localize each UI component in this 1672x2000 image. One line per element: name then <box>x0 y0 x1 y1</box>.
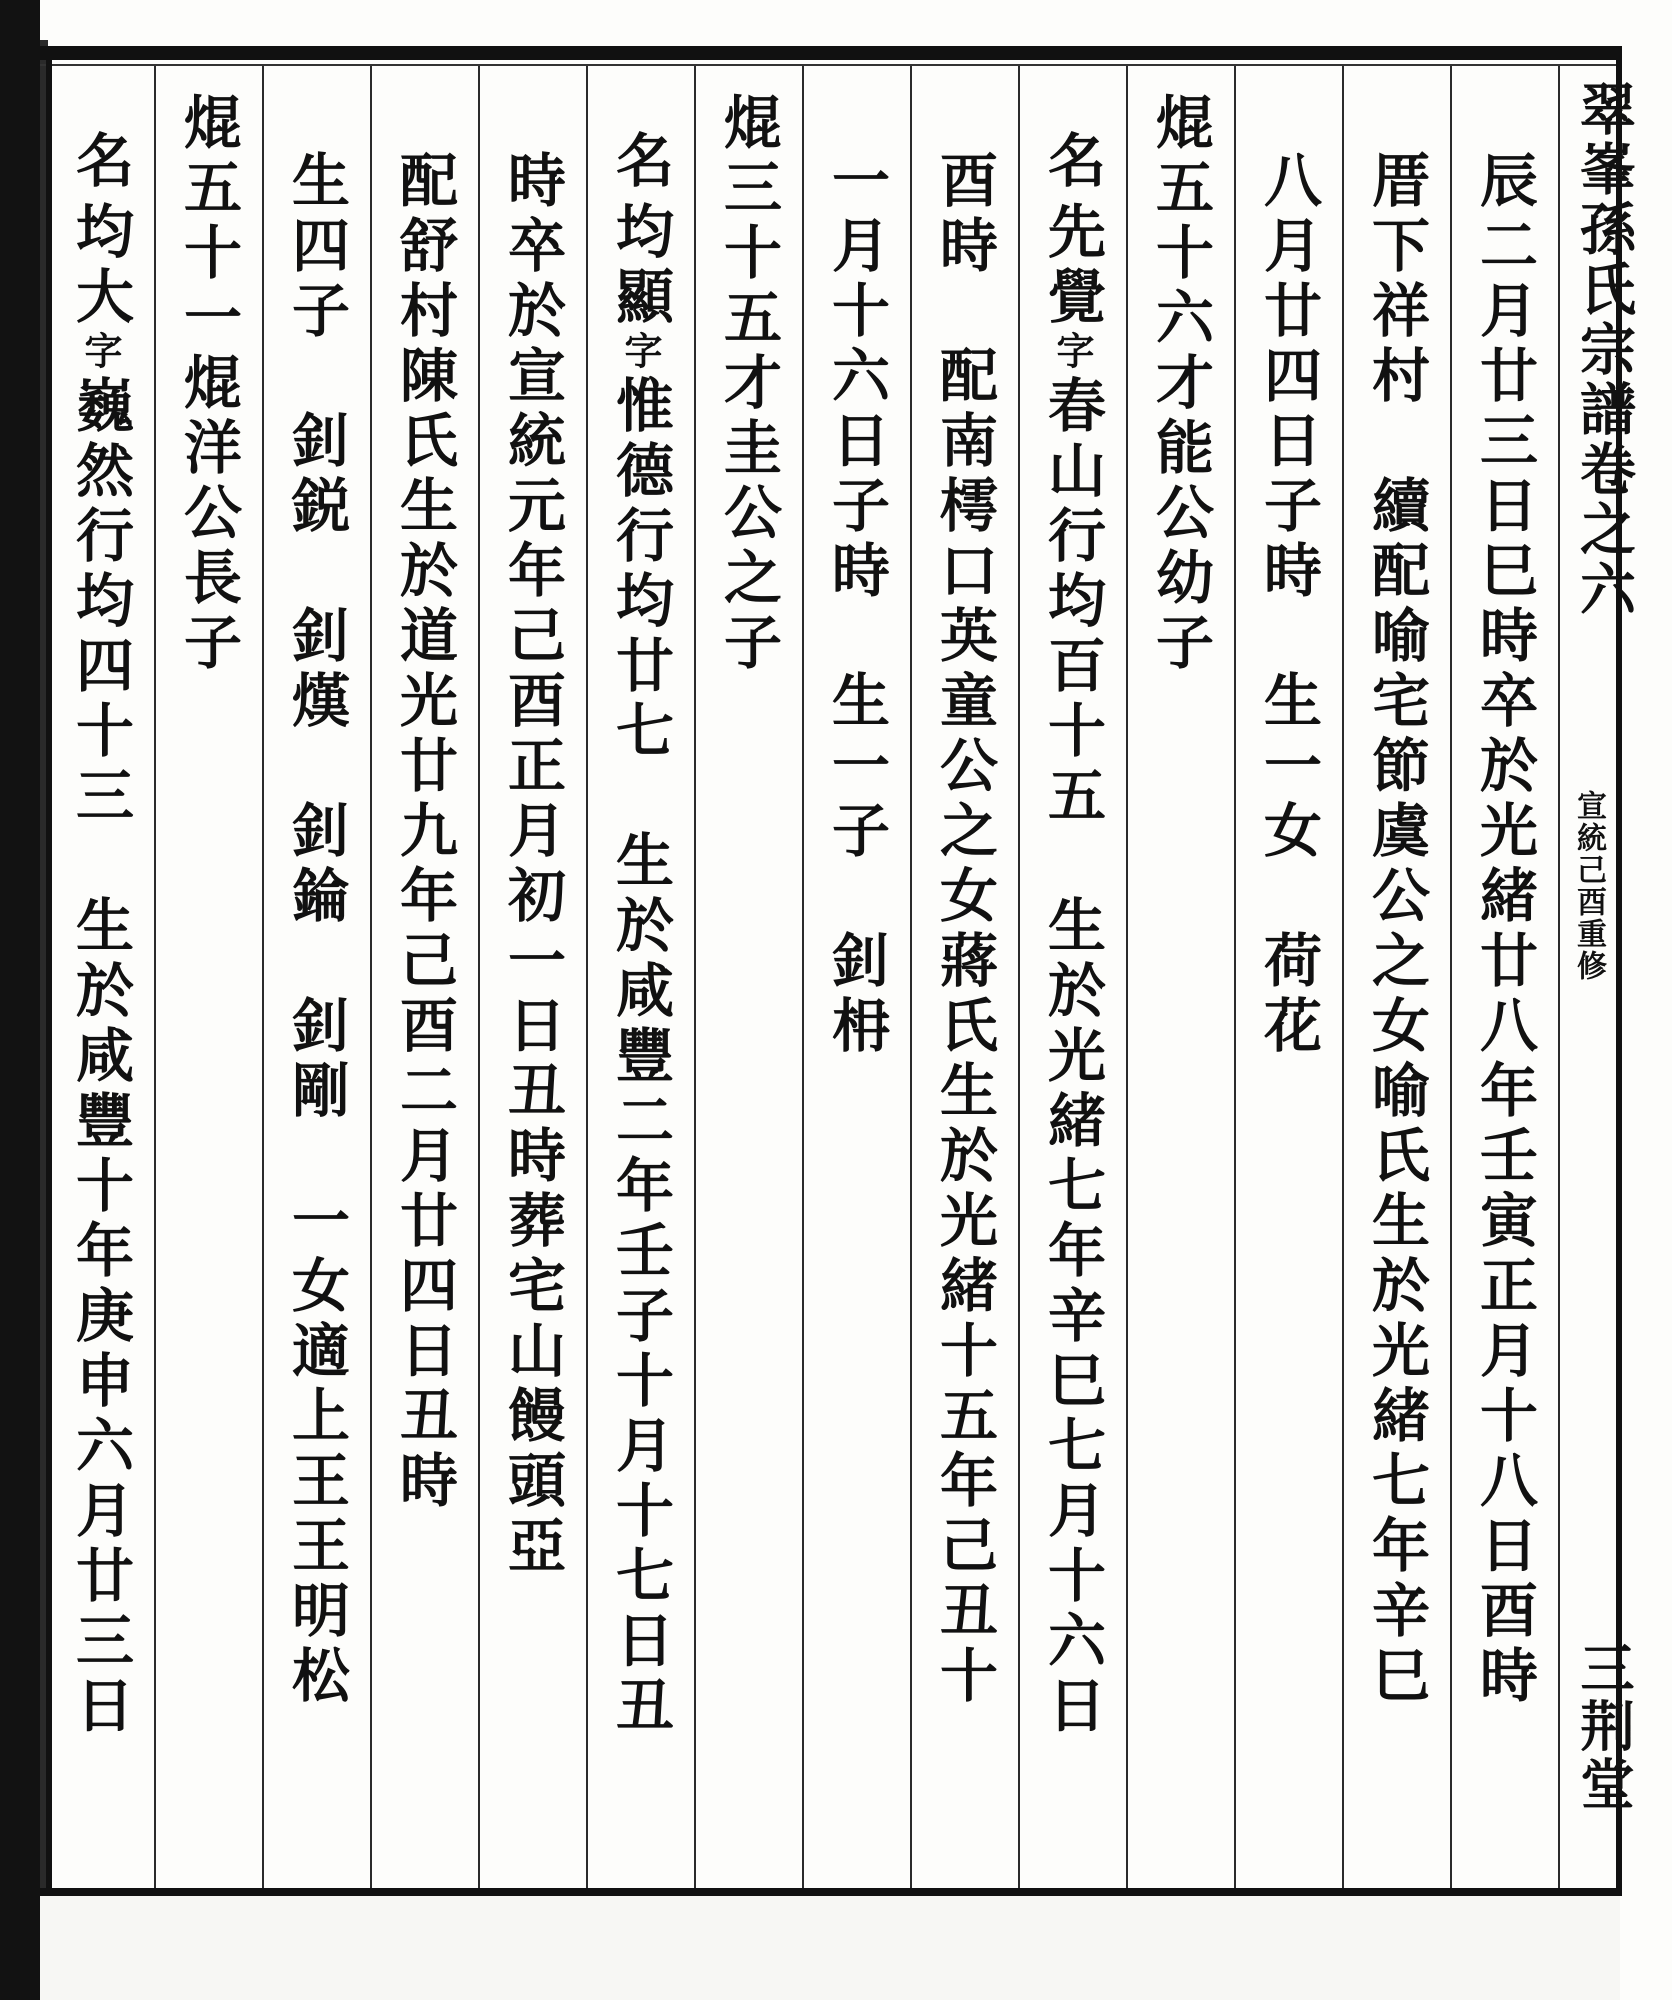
column-rule <box>1558 66 1560 1888</box>
column-text: 焜五十一焜洋公長子 <box>174 92 242 677</box>
page-bottom-margin <box>40 1896 1620 2000</box>
column-text: 均大 <box>66 201 134 331</box>
column-text: 焜三十五才圭公之子 <box>714 92 782 677</box>
column-text: 春山行均百十五 生於光緒七年辛巳七月十六日 <box>1038 375 1106 1740</box>
column-text: 焜五十六才能公幼子 <box>1146 92 1214 677</box>
frame-top-border <box>40 46 1620 60</box>
column-text: 厝下祥村 續配喻宅節虞公之女喻氏生於光緒七年辛巳 <box>1362 150 1430 1710</box>
column-text: 一月十六日子時 生一子 釗枏 <box>822 150 890 1060</box>
column-rule <box>154 66 156 1888</box>
column-text: 八月廿四日子時 生一女 荷花 <box>1254 150 1322 1060</box>
column-rule <box>1450 66 1452 1888</box>
column-text: 配舒村陳氏生於道光廿九年己酉二月廿四日丑時 <box>390 150 458 1515</box>
column-rule <box>1126 66 1128 1888</box>
column-rule <box>586 66 588 1888</box>
column-text: 巍然行均四十三 生於咸豐十年庚申六月廿三日 <box>66 375 134 1740</box>
frame-left-border <box>46 46 52 1896</box>
column-text: 酉時 配南樗口英童公之女蔣氏生於光緒十五年己丑十 <box>930 150 998 1710</box>
column-rule <box>910 66 912 1888</box>
column-text: 辰二月廿三日巳時卒於光緒廿八年壬寅正月十八日酉時 <box>1470 150 1538 1710</box>
repair-note: 宣統己酉重修 <box>1571 790 1606 982</box>
column-text: 字 <box>78 331 123 369</box>
frame-bottom-border <box>40 1888 1620 1896</box>
column-rule <box>1342 66 1344 1888</box>
column-rule <box>694 66 696 1888</box>
column-rule <box>370 66 372 1888</box>
column-text: 生四子 釗鋭 釗熯 釗錀 釗剛 一女適上王王明松 <box>282 150 350 1710</box>
column-text: 先覺 <box>1038 201 1106 331</box>
column-text: 字 <box>618 331 663 369</box>
column-text: 字 <box>1050 331 1095 369</box>
column-text: 名 <box>1038 130 1106 195</box>
column-rule <box>262 66 264 1888</box>
hall-name: 三荆堂 <box>1572 1640 1636 1814</box>
column-text: 時卒於宣統元年己酉正月初一日丑時葬宅山饅頭亞 <box>498 150 566 1580</box>
column-text: 惟德行均廿七 生於咸豐二年壬子十月十七日丑 <box>606 375 674 1740</box>
column-rule <box>802 66 804 1888</box>
column-rule <box>1018 66 1020 1888</box>
book-binding <box>0 0 40 2000</box>
column-text: 均顯 <box>606 201 674 331</box>
column-text: 名 <box>66 130 134 195</box>
book-title: 翠峯孫氏宗譜卷之六 <box>1571 80 1637 620</box>
column-rule <box>1234 66 1236 1888</box>
column-rule <box>478 66 480 1888</box>
frame-top-inner-line <box>40 64 1620 66</box>
column-text: 名 <box>606 130 674 195</box>
